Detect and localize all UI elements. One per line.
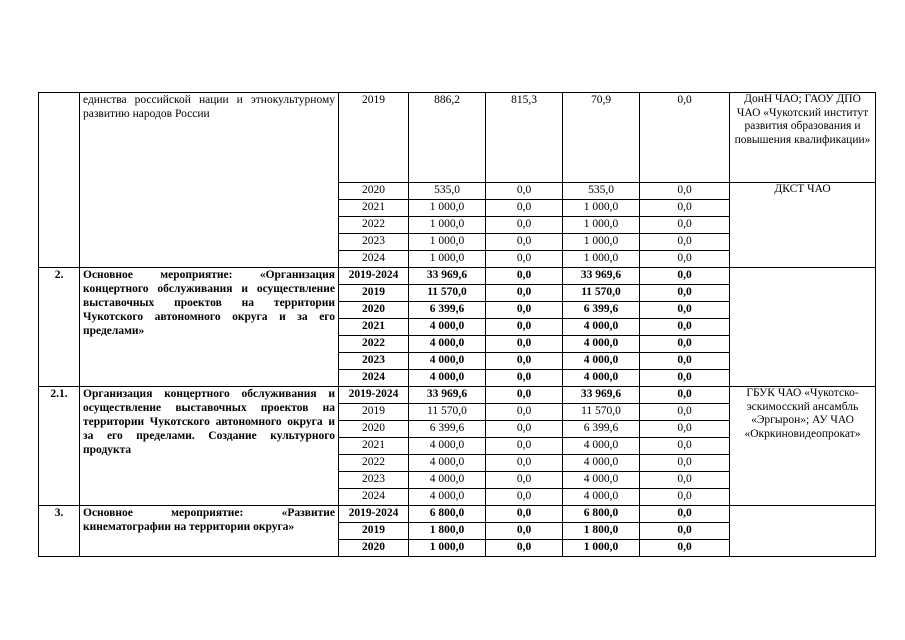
total-cell: 4 000,0 [409, 336, 486, 353]
other-cell: 0,0 [640, 234, 730, 251]
total-cell: 4 000,0 [409, 319, 486, 336]
federal-cell: 0,0 [486, 319, 563, 336]
federal-cell: 0,0 [486, 268, 563, 285]
other-cell: 0,0 [640, 285, 730, 302]
period-cell: 2019 [339, 93, 409, 183]
okrug-cell: 4 000,0 [563, 319, 640, 336]
federal-cell: 0,0 [486, 251, 563, 268]
federal-cell: 0,0 [486, 285, 563, 302]
total-cell: 6 800,0 [409, 506, 486, 523]
other-cell: 0,0 [640, 506, 730, 523]
federal-cell: 0,0 [486, 489, 563, 506]
federal-cell: 0,0 [486, 438, 563, 455]
executor-cell [730, 506, 876, 557]
okrug-cell: 1 000,0 [563, 200, 640, 217]
federal-cell: 0,0 [486, 404, 563, 421]
other-cell: 0,0 [640, 540, 730, 557]
total-cell: 886,2 [409, 93, 486, 183]
other-cell: 0,0 [640, 489, 730, 506]
table-row [39, 387, 876, 404]
okrug-cell: 4 000,0 [563, 438, 640, 455]
okrug-cell: 4 000,0 [563, 353, 640, 370]
period-cell: 2020 [339, 183, 409, 200]
okrug-cell: 535,0 [563, 183, 640, 200]
period-cell: 2021 [339, 319, 409, 336]
federal-cell: 0,0 [486, 455, 563, 472]
period-cell: 2021 [339, 438, 409, 455]
okrug-cell: 70,9 [563, 93, 640, 183]
activity-name: Основное мероприятие: «Развитие кинематографии на территории округа» [80, 506, 339, 557]
total-cell: 6 399,6 [409, 421, 486, 438]
budget-table [38, 92, 876, 557]
other-cell: 0,0 [640, 319, 730, 336]
period-cell: 2019 [339, 285, 409, 302]
row-number: 3. [39, 506, 80, 557]
okrug-cell: 4 000,0 [563, 370, 640, 387]
activity-name: Организация концертного обслуживания и осуществление выставочных проектов на территории Чукотского автономного округа и за его пределами. Создание культурного продукта [80, 387, 339, 506]
other-cell: 0,0 [640, 421, 730, 438]
other-cell: 0,0 [640, 336, 730, 353]
okrug-cell: 4 000,0 [563, 489, 640, 506]
activity-name: Основное мероприятие: «Организация концертного обслуживания и осуществление выставочных проектов на территории Чукотского автономного округа и за его пределами» [80, 268, 339, 387]
other-cell: 0,0 [640, 455, 730, 472]
other-cell: 0,0 [640, 93, 730, 183]
other-cell: 0,0 [640, 251, 730, 268]
okrug-cell: 4 000,0 [563, 472, 640, 489]
federal-cell: 0,0 [486, 540, 563, 557]
row-number [39, 93, 80, 268]
okrug-cell: 11 570,0 [563, 404, 640, 421]
other-cell: 0,0 [640, 353, 730, 370]
period-cell: 2022 [339, 455, 409, 472]
table-row [39, 93, 876, 183]
period-cell: 2019 [339, 523, 409, 540]
period-cell: 2024 [339, 489, 409, 506]
federal-cell: 0,0 [486, 421, 563, 438]
period-cell: 2023 [339, 353, 409, 370]
total-cell: 1 800,0 [409, 523, 486, 540]
other-cell: 0,0 [640, 438, 730, 455]
period-cell: 2022 [339, 336, 409, 353]
budget-table-body [39, 93, 876, 557]
okrug-cell: 4 000,0 [563, 336, 640, 353]
period-cell: 2019-2024 [339, 506, 409, 523]
okrug-cell: 11 570,0 [563, 285, 640, 302]
other-cell: 0,0 [640, 217, 730, 234]
okrug-cell: 6 399,6 [563, 421, 640, 438]
federal-cell: 0,0 [486, 523, 563, 540]
total-cell: 1 000,0 [409, 540, 486, 557]
federal-cell: 0,0 [486, 472, 563, 489]
total-cell: 11 570,0 [409, 285, 486, 302]
table-row [39, 506, 876, 523]
period-cell: 2024 [339, 251, 409, 268]
okrug-cell: 1 000,0 [563, 540, 640, 557]
other-cell: 0,0 [640, 370, 730, 387]
period-cell: 2020 [339, 540, 409, 557]
total-cell: 4 000,0 [409, 438, 486, 455]
federal-cell: 0,0 [486, 387, 563, 404]
total-cell: 33 969,6 [409, 268, 486, 285]
period-cell: 2019-2024 [339, 268, 409, 285]
period-cell: 2021 [339, 200, 409, 217]
okrug-cell: 33 969,6 [563, 387, 640, 404]
total-cell: 4 000,0 [409, 489, 486, 506]
total-cell: 1 000,0 [409, 251, 486, 268]
other-cell: 0,0 [640, 268, 730, 285]
okrug-cell: 1 000,0 [563, 234, 640, 251]
okrug-cell: 33 969,6 [563, 268, 640, 285]
period-cell: 2022 [339, 217, 409, 234]
period-cell: 2024 [339, 370, 409, 387]
other-cell: 0,0 [640, 302, 730, 319]
okrug-cell: 1 000,0 [563, 251, 640, 268]
other-cell: 0,0 [640, 523, 730, 540]
federal-cell: 0,0 [486, 217, 563, 234]
period-cell: 2019 [339, 404, 409, 421]
total-cell: 6 399,6 [409, 302, 486, 319]
table-row [39, 268, 876, 285]
other-cell: 0,0 [640, 472, 730, 489]
period-cell: 2019-2024 [339, 387, 409, 404]
okrug-cell: 1 000,0 [563, 217, 640, 234]
okrug-cell: 4 000,0 [563, 455, 640, 472]
other-cell: 0,0 [640, 200, 730, 217]
federal-cell: 0,0 [486, 302, 563, 319]
federal-cell: 815,3 [486, 93, 563, 183]
okrug-cell: 6 399,6 [563, 302, 640, 319]
federal-cell: 0,0 [486, 353, 563, 370]
other-cell: 0,0 [640, 404, 730, 421]
total-cell: 4 000,0 [409, 455, 486, 472]
executor-cell: ДонН ЧАО; ГАОУ ДПО ЧАО «Чукотский институт развития образования и повышения квалификации» [730, 93, 876, 183]
federal-cell: 0,0 [486, 336, 563, 353]
total-cell: 1 000,0 [409, 200, 486, 217]
federal-cell: 0,0 [486, 370, 563, 387]
total-cell: 4 000,0 [409, 472, 486, 489]
total-cell: 535,0 [409, 183, 486, 200]
row-number: 2.1. [39, 387, 80, 506]
period-cell: 2023 [339, 472, 409, 489]
executor-cell [730, 268, 876, 387]
federal-cell: 0,0 [486, 234, 563, 251]
other-cell: 0,0 [640, 387, 730, 404]
total-cell: 4 000,0 [409, 370, 486, 387]
row-number: 2. [39, 268, 80, 387]
federal-cell: 0,0 [486, 183, 563, 200]
total-cell: 33 969,6 [409, 387, 486, 404]
period-cell: 2020 [339, 421, 409, 438]
other-cell: 0,0 [640, 183, 730, 200]
period-cell: 2023 [339, 234, 409, 251]
federal-cell: 0,0 [486, 200, 563, 217]
activity-name: единства российской нации и этнокультурному развитию народов России [80, 93, 339, 268]
total-cell: 11 570,0 [409, 404, 486, 421]
total-cell: 1 000,0 [409, 217, 486, 234]
total-cell: 1 000,0 [409, 234, 486, 251]
executor-cell: ДКСТ ЧАО [730, 183, 876, 268]
okrug-cell: 1 800,0 [563, 523, 640, 540]
federal-cell: 0,0 [486, 506, 563, 523]
period-cell: 2020 [339, 302, 409, 319]
executor-cell: ГБУК ЧАО «Чукотско-эскимосский ансамбль «Эргырон»; АУ ЧАО «Окркиновидеопрокат» [730, 387, 876, 506]
total-cell: 4 000,0 [409, 353, 486, 370]
okrug-cell: 6 800,0 [563, 506, 640, 523]
